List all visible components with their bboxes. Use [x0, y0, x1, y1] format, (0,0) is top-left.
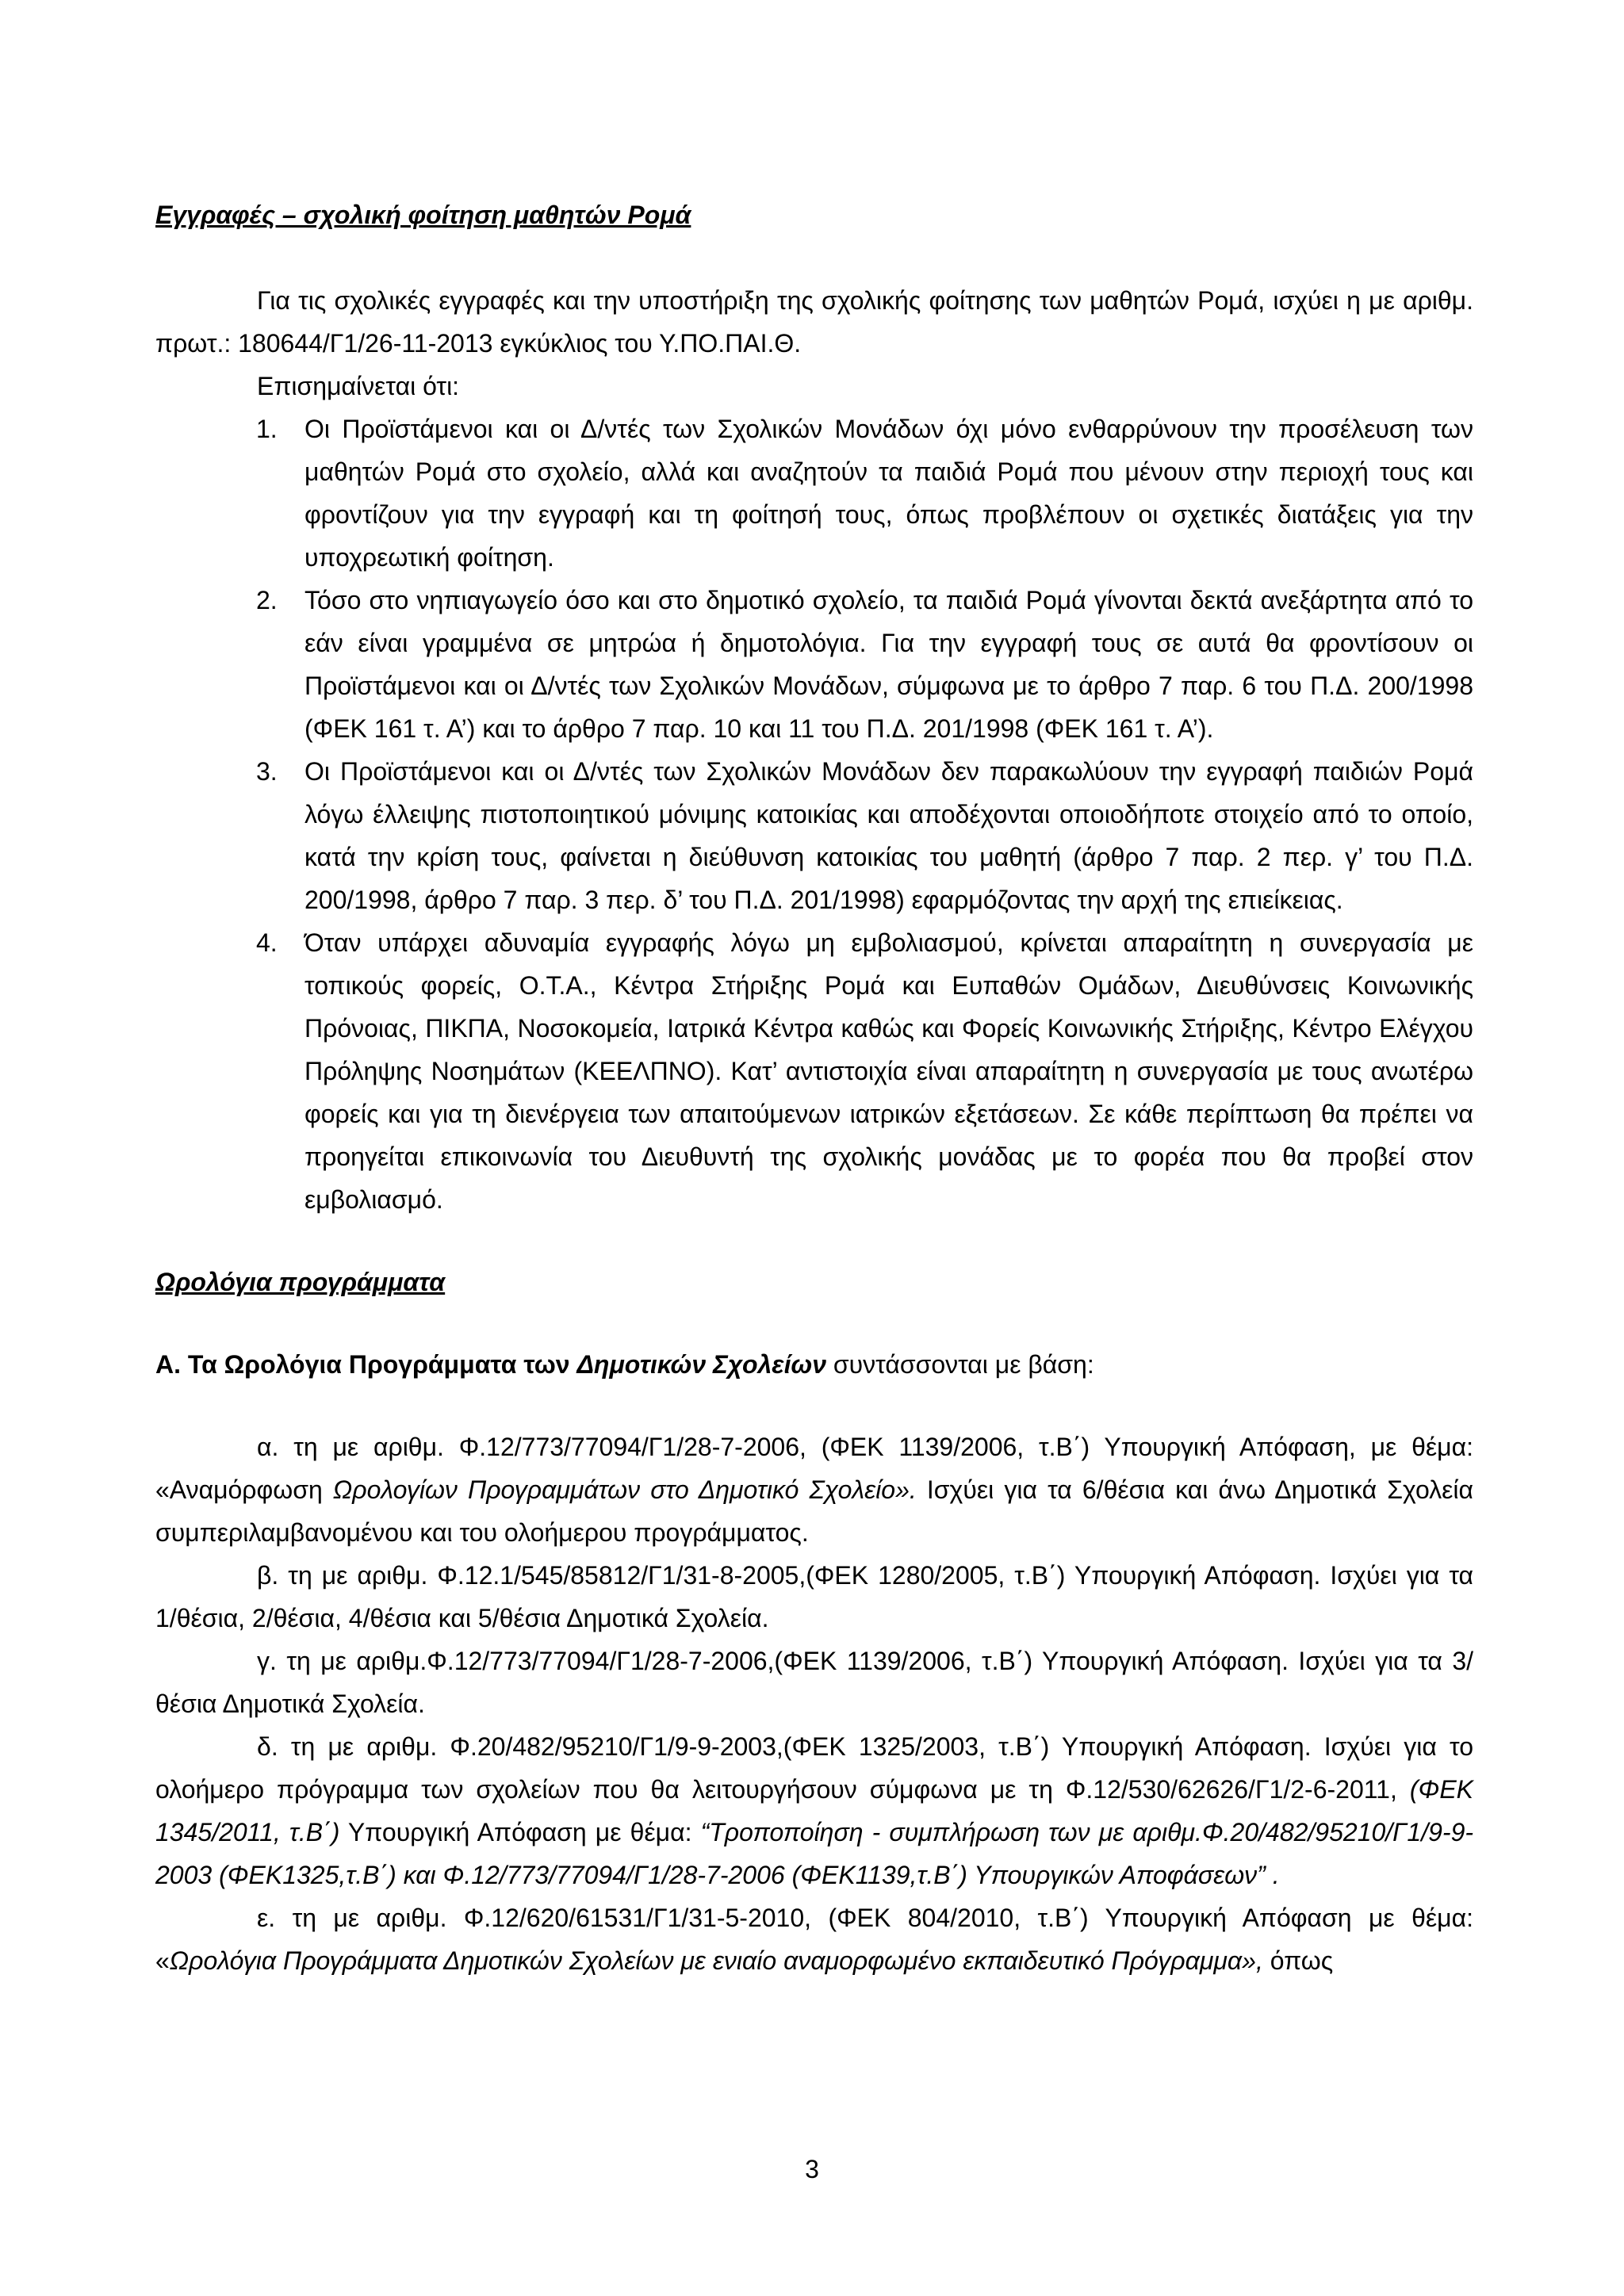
- intro-paragraph: Για τις σχολικές εγγραφές και την υποστήριξη της σχολικής φοίτησης των μαθητών Ρομά, ισχύει η με αριθμ. πρωτ.: 180644/Γ1/26-11-2013 εγκύκλιος του Υ.ΠΟ.ΠΑΙ.Θ.: [155, 286, 1473, 358]
- list-number: 4.: [256, 928, 278, 957]
- section-heading-roma: Εγγραφές – σχολική φοίτηση μαθητών Ρομά: [155, 201, 691, 229]
- list-item: [155, 579, 1473, 750]
- list-item-text: Οι Προϊστάμενοι και οι Δ/ντές των Σχολικών Μονάδων όχι μόνο ενθαρρύνουν την προσέλευση των μαθητών Ρομά στο σχολείο, αλλά και αναζητούν τα παιδιά Ρομά που μένουν στην περιοχή τους και φροντίζουν για την εγγραφή και τη φοίτησή τους, όπως προβλέπουν οι σχετικές διατάξεις για την υποχρεωτική φοίτηση.: [304, 415, 1473, 572]
- paragraph-delta: δ. τη με αριθμ. Φ.20/482/95210/Γ1/9-9-2003,(ΦΕΚ 1325/2003, τ.Β΄) Υπουργική Απόφαση. Ισχύει για το ολοήμερο πρόγραμμα των σχολείων που θα λειτουργήσουν σύμφωνα με τη Φ.12/530/62626/Γ1/2-6-2011, (ΦΕΚ 1345/2011, τ.Β΄) Υπουργική Απόφαση με θέμα: “Τροποποίηση - συμπλήρωση των με αριθμ.Φ.20/482/95210/Γ1/9-9-2003 (ΦΕΚ1325,τ.Β΄) και Φ.12/773/77094/Γ1/28-7-2006 (ΦΕΚ1139,τ.Β΄) Υπουργικών Αποφάσεων” .: [155, 1732, 1474, 1889]
- list-item-text: Τόσο στο νηπιαγωγείο όσο και στο δημοτικό σχολείο, τα παιδιά Ρομά γίνονται δεκτά ανεξάρτητα από το εάν είναι γραμμένα σε μητρώα ή δημοτολόγια. Για την εγγραφή τους σε αυτά θα φροντίσουν οι Προϊστάμενοι και οι Δ/ντές των Σχολικών Μονάδων, σύμφωνα με το άρθρο 7 παρ. 6 του Π.Δ. 200/1998 (ΦΕΚ 161 τ. Α’) και το άρθρο 7 παρ. 10 και 11 του Π.Δ. 201/1998 (ΦΕΚ 161 τ. Α’).: [304, 586, 1473, 743]
- paragraph-alpha: α. τη με αριθμ. Φ.12/773/77094/Γ1/28-7-2006, (ΦΕΚ 1139/2006, τ.Β΄) Υπουργική Απόφαση, με θέμα: «Αναμόρφωση Ωρολογίων Προγραμμάτων στο Δημοτικό Σχολείο». Ισχύει για τα 6/θέσια και άνω Δημοτικά Σχολεία συμπεριλαμβανομένου και του ολοήμερου προγράμματος.: [155, 1433, 1474, 1547]
- list-item: [155, 408, 1473, 579]
- paragraph-beta: β. τη με αριθμ. Φ.12.1/545/85812/Γ1/31-8-2005,(ΦΕΚ 1280/2005, τ.Β΄) Υπουργική Απόφαση. Ισχύει για τα 1/θέσια, 2/θέσια, 4/θέσια και 5/θέσια Δημοτικά Σχολεία.: [155, 1561, 1473, 1632]
- subheading-primary-schools: Α. Τα Ωρολόγια Προγράμματα των Δημοτικών Σχολείων συντάσσονται με βάση:: [155, 1350, 1094, 1379]
- note-label: Επισημαίνεται ότι:: [257, 372, 460, 400]
- list-item-text: Όταν υπάρχει αδυναμία εγγραφής λόγω μη εμβολιασμού, κρίνεται απαραίτητη η συνεργασία με τοπικούς φορείς, Ο.Τ.Α., Κέντρα Στήριξης Ρομά και Ευπαθών Ομάδων, Διευθύνσεις Κοινωνικής Πρόνοιας, ΠΙΚΠΑ, Νοσοκομεία, Ιατρικά Κέντρα καθώς και Φορείς Κοινωνικής Στήριξης, Κέντρο Ελέγχου Πρόληψης Νοσημάτων (ΚΕΕΛΠΝΟ). Κατ’ αντιστοιχία είναι απαραίτητη η συνεργασία με τους ανωτέρω φορείς και για τη διενέργεια των απαιτούμενων ιατρικών εξετάσεων. Σε κάθε περίπτωση θα πρέπει να προηγείται επικοινωνία του Διευθυντή της σχολικής μονάδας με το φορέα που θα προβεί στον εμβολιασμό.: [304, 928, 1473, 1214]
- roma-points-list: [155, 408, 1473, 1221]
- paragraph-gamma: γ. τη με αριθμ.Φ.12/773/77094/Γ1/28-7-2006,(ΦΕΚ 1139/2006, τ.Β΄) Υπουργική Απόφαση. Ισχύει για τα 3/θέσια Δημοτικά Σχολεία.: [155, 1647, 1473, 1718]
- list-item-text: Οι Προϊστάμενοι και οι Δ/ντές των Σχολικών Μονάδων δεν παρακωλύουν την εγγραφή παιδιών Ρομά λόγω έλλειψης πιστοποιητικού μόνιμης κατοικίας και αποδέχονται οποιοδήποτε στοιχείο από το οποίο, κατά την κρίση τους, φαίνεται η διεύθυνση κατοικίας του μαθητή (άρθρο 7 παρ. 2 περ. γ’ του Π.Δ. 200/1998, άρθρο 7 παρ. 3 περ. δ’ του Π.Δ. 201/1998) εφαρμόζοντας την αρχή της επιείκειας.: [304, 757, 1473, 914]
- list-number: 1.: [256, 415, 278, 443]
- list-number: 2.: [256, 586, 278, 614]
- list-item: [155, 750, 1473, 921]
- section-heading-timetables: Ωρολόγια προγράμματα: [155, 1268, 446, 1296]
- list-item: [155, 921, 1473, 1221]
- page-number: 3: [805, 2155, 819, 2183]
- paragraph-epsilon: ε. τη με αριθμ. Φ.12/620/61531/Γ1/31-5-2010, (ΦΕΚ 804/2010, τ.Β΄) Υπουργική Απόφαση με θέμα: «Ωρολόγια Προγράμματα Δημοτικών Σχολείων με ενιαίο αναμορφωμένο εκπαιδευτικό Πρόγραμμα», όπως: [155, 1904, 1473, 1975]
- list-number: 3.: [256, 757, 278, 786]
